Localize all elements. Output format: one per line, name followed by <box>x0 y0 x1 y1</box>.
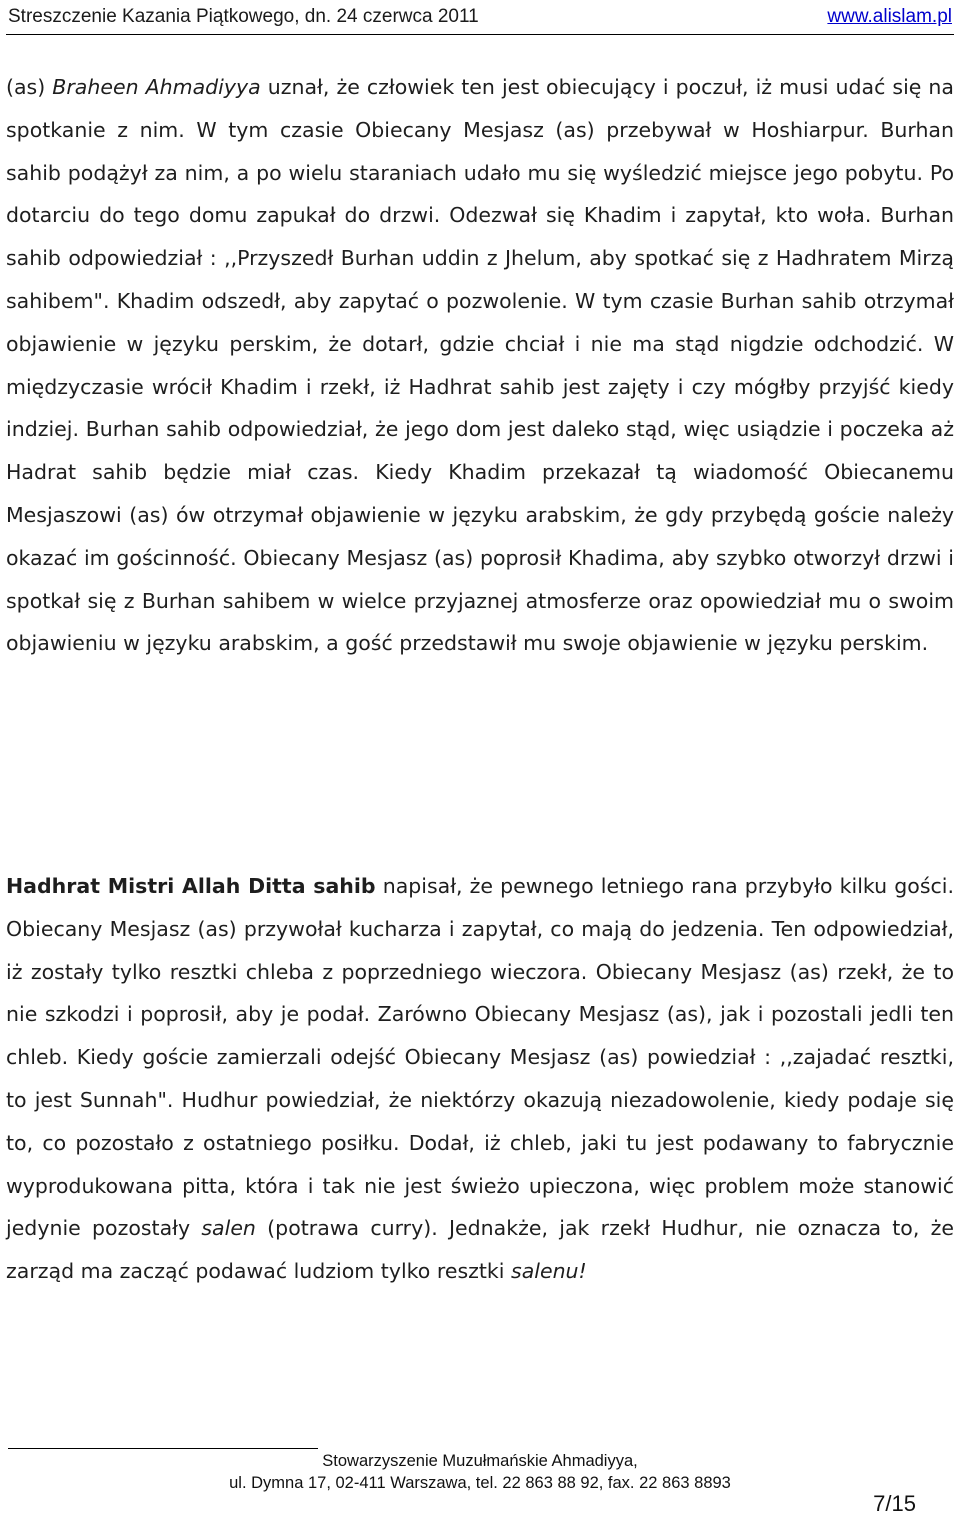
paragraph-2-italic-a: salen <box>201 1216 256 1241</box>
footer-organization: Stowarzyszenie Muzułmańskie Ahmadiyya, <box>322 1452 638 1470</box>
paragraph-1-prefix: (as) <box>6 75 53 99</box>
header-title: Streszczenie Kazania Piątkowego, dn. 24 czerwca 2011 <box>8 6 479 27</box>
paragraph-2-text-b: (potrawa curry). Jednakże, jak rzekł Hudhur, nie oznacza to, że zarząd ma zacząć podawać ludziom tylko resztki <box>6 1216 954 1284</box>
header-website-link[interactable]: www.alislam.pl <box>827 6 952 27</box>
paragraph-2-author: Hadhrat Mistri Allah Ditta sahib <box>6 874 376 898</box>
paragraph-2-italic-b: salenu! <box>511 1259 587 1284</box>
footer-address: ul. Dymna 17, 02-411 Warszawa, tel. 22 863 88 92, fax. 22 863 8893 <box>229 1474 731 1492</box>
paragraph-2-text-a: napisał, że pewnego letniego rana przybyło kilku gości. Obiecany Mesjasz (as) przywołał kucharza i zapytał, co mają do jedzenia. Ten odpowiedział, iż zostały tylko resztki chleba z poprzedniego wieczora. Obiecany Mesjasz (as) rzekł, że to nie szkodzi i poprosił, aby je podał. Zarówno Obiecany Mesjasz (as), jak i pozostali jedli ten chleb. Kiedy goście zamierzali odejść Obiecany Mesjasz (as) powiedział : ,,zajadać resztki, to jest Sunnah". Hudhur powiedział, że niektórzy okazują niezadowolenie, kiedy podaje się to, co pozostało z ostatniego posiłku. Dodał, iż chleb, jaki tu jest podawany to fabrycznie wyprodukowana pitta, która i tak nie jest świeżo upieczona, więc problem może stanowić jedynie pozostały <box>6 874 954 1241</box>
footer-divider <box>8 1448 318 1449</box>
paragraph-1 <box>6 66 954 665</box>
page-header <box>6 4 954 35</box>
page-number: 7/15 <box>873 1491 916 1516</box>
paragraph-1-text: uznał, że człowiek ten jest obiecujący i poczuł, iż musi udać się na spotkanie z nim. W tym czasie Obiecany Mesjasz (as) przebywał w Hoshiarpur. Burhan sahib podążył za nim, a po wielu staraniach udało mu się wyśledzić miejsce jego pobytu. Po dotarciu do tego domu zapukał do drzwi. Odezwał się Khadim i zapytał, kto woła. Burhan sahib odpowiedział : ,,Przyszedł Burhan uddin z Jhelum, aby spotkać się z Hadhratem Mirzą sahibem". Khadim odszedł, aby zapytać o pozwolenie. W tym czasie Burhan sahib otrzymał objawienie w języku perskim, że dotarł, gdzie chciał i nie ma stąd nigdzie odchodzić. W międzyczasie wrócił Khadim i rzekł, iż Hadhrat sahib jest zajęty i czy mógłby przyjść kiedy indziej. Burhan sahib odpowiedział, że jego dom jest daleko stąd, więc usiądzie i poczeka aż Hadrat sahib będzie miał czas. Kiedy Khadim przekazał tą wiadomość Obiecanemu Mesjaszowi (as) ów otrzymał objawienie w języku arabskim, że gdy przybędą goście należy okazać im gościnność. Obiecany Mesjasz (as) poprosił Khadima, aby szybko otworzył drzwi i spotkał się z Burhan sahibem w wielce przyjaznej atmosferze oraz opowiedział mu o swoim objawieniu w języku arabskim, a gość przedstawił mu swoje objawienie w języku perskim. <box>6 75 954 656</box>
book-title: Braheen Ahmadiyya <box>52 75 261 99</box>
paragraph-2 <box>6 865 954 1293</box>
